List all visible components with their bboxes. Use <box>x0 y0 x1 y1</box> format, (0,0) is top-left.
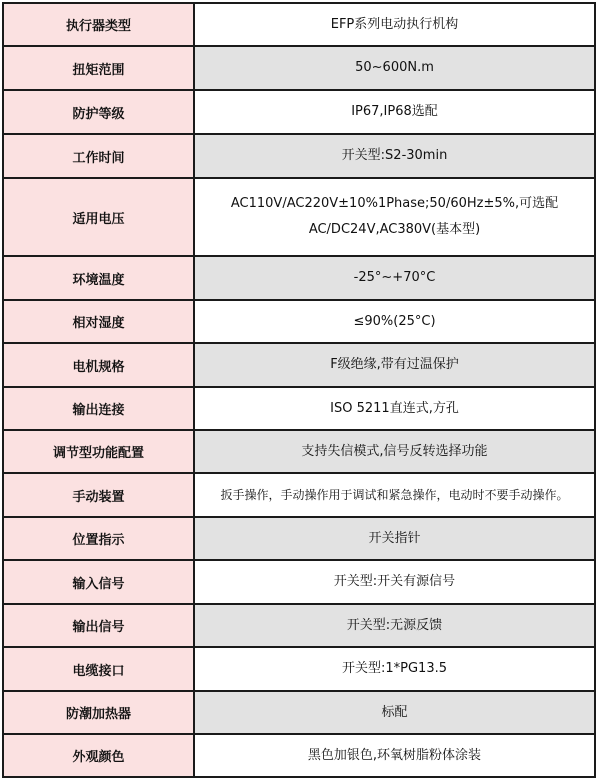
row-label: 环境温度 <box>3 256 194 300</box>
row-label: 电缆接口 <box>3 647 194 691</box>
row-value: EFP系列电动执行机构 <box>194 3 595 46</box>
row-label: 相对湿度 <box>3 300 194 343</box>
row-label: 执行器类型 <box>3 3 194 46</box>
row-label: 防潮加热器 <box>3 691 194 734</box>
row-value: F级绝缘,带有过温保护 <box>194 343 595 387</box>
spec-table <box>2 2 596 778</box>
row-label: 调节型功能配置 <box>3 430 194 473</box>
row-value: 开关型:无源反馈 <box>194 604 595 647</box>
row-label: 位置指示 <box>3 517 194 560</box>
row-label: 输出连接 <box>3 387 194 430</box>
row-value: 开关型:开关有源信号 <box>194 560 595 604</box>
table-row <box>3 691 595 734</box>
row-value: ISO 5211直连式,方孔 <box>194 387 595 430</box>
row-label: 扭矩范围 <box>3 46 194 90</box>
row-label: 外观颜色 <box>3 734 194 777</box>
row-label: 输出信号 <box>3 604 194 647</box>
row-value: ≤90%(25°C) <box>194 300 595 343</box>
table-row <box>3 647 595 691</box>
table-row <box>3 134 595 178</box>
row-value: 扳手操作，手动操作用于调试和紧急操作，电动时不要手动操作。 <box>194 473 595 517</box>
table-row <box>3 430 595 473</box>
row-label: 工作时间 <box>3 134 194 178</box>
table-row <box>3 387 595 430</box>
row-value: 开关型:1*PG13.5 <box>194 647 595 691</box>
row-value: 标配 <box>194 691 595 734</box>
row-label: 手动装置 <box>3 473 194 517</box>
voltage-line-2: AC/DC24V,AC380V(基本型) <box>308 222 481 237</box>
row-label: 电机规格 <box>3 343 194 387</box>
row-label: 适用电压 <box>3 178 194 256</box>
table-row <box>3 560 595 604</box>
table-row <box>3 256 595 300</box>
row-value: 开关指针 <box>194 517 595 560</box>
table-row <box>3 473 595 517</box>
row-value: IP67,IP68选配 <box>194 90 595 134</box>
row-label: 防护等级 <box>3 90 194 134</box>
table-row <box>3 734 595 777</box>
table-row <box>3 90 595 134</box>
table-row <box>3 3 595 46</box>
row-value: 开关型:S2-30min <box>194 134 595 178</box>
table-row <box>3 604 595 647</box>
row-value: 支持失信模式,信号反转选择功能 <box>194 430 595 473</box>
table-row <box>3 343 595 387</box>
table-row <box>3 517 595 560</box>
table-row <box>3 46 595 90</box>
table-row <box>3 300 595 343</box>
row-value <box>194 178 595 256</box>
row-label: 输入信号 <box>3 560 194 604</box>
voltage-line-1: AC110V/AC220V±10%1Phase;50/60Hz±5%,可选配 <box>230 196 559 211</box>
row-value: -25°~+70°C <box>194 256 595 300</box>
row-value: 黑色加银色,环氧树脂粉体涂装 <box>194 734 595 777</box>
row-value: 50~600N.m <box>194 46 595 90</box>
table-row <box>3 178 595 256</box>
